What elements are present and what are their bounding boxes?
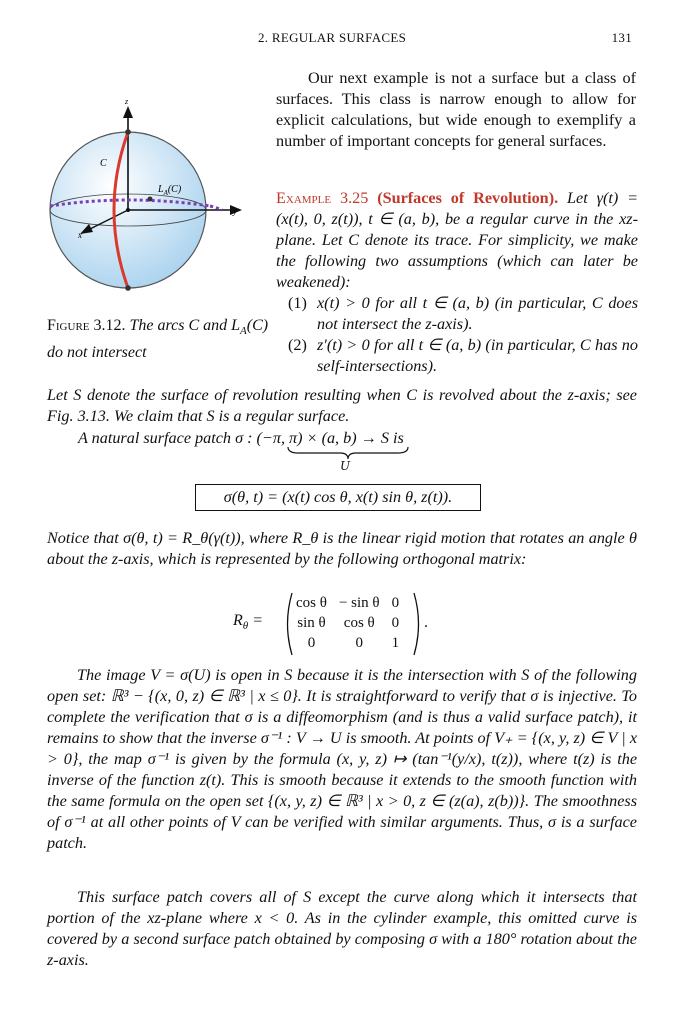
underbrace-label: U <box>340 459 351 473</box>
label-la: $L_A(C)$ <box>158 184 182 197</box>
paragraph-surface-definition: Let S denote the surface of revolution resulting when C is revolved about the z-axis; see Fig. 3.13. We claim that S is a regular surface. <box>47 386 637 425</box>
curve-c-top-point <box>125 129 131 135</box>
matrix-cell: 0 <box>391 594 400 611</box>
intro-paragraph: Our next example is not a surface but a class of surfaces. This class is narrow enough to allow for explicit calculations, but wide enough to exemplify a number of important concepts for general surfaces. <box>276 69 636 150</box>
matrix-row <box>290 633 405 653</box>
origin-point <box>126 208 130 212</box>
list-item: (2) z′(t) > 0 for all t ∈ (a, b) (in particular, C has no self-intersections). <box>288 336 638 375</box>
matrix-cell: − sin θ <box>338 594 380 611</box>
matrix-cell: 0 <box>307 634 316 651</box>
running-title: 2. REGULAR SURFACES <box>258 30 407 45</box>
right-paren <box>412 592 424 656</box>
paragraph-image-open: The image V = σ(U) is open in S because it is the intersection with S of the following open set: ℝ³ − {(x, 0, z) ∈ ℝ³ | x ≤ 0}. It is straightforward to verify that σ is injective. To complete the verification that σ is a diffeomorphism (and is thus a valid surface patch), it remains to show that the inverse σ⁻¹ : V → U is smooth. At points of V₊ = {(x, y, z) ∈ V | x > 0}, the map σ⁻¹ is given by the formula (x, y, z) ↦ (tan⁻¹(y/x), t(z)), where t(z) is the inverse of the function z(t). This is smooth because it extends to the smooth function with the same formula on the open set {(x, y, z) ∈ ℝ³ | x > 0, z ∈ (z(a), z(b))}. The smoothness of σ⁻¹ at all other points of V can be verified with similar arguments. Thus, σ is a surface patch. <box>47 666 637 852</box>
boxed-equation: σ(θ, t) = (x(t) cos θ, x(t) sin θ, z(t)). <box>195 484 481 511</box>
assumption-list <box>276 293 638 377</box>
label-c: C <box>100 158 107 169</box>
la-point <box>148 197 153 202</box>
matrix-table <box>290 593 405 653</box>
z-arrow-icon <box>123 106 133 118</box>
matrix-row <box>290 613 405 633</box>
matrix-trailing-dot: . <box>424 614 428 631</box>
underbrace <box>286 446 410 460</box>
example-body: Let γ(t) = (x(t), 0, z(t)), t ∈ (a, b), be a regular curve in the xz-plane. Let C denote its trace. For simplicity, we make the following two assumptions (which can later be weakened): <box>276 189 639 291</box>
label-x: x <box>78 230 82 240</box>
list-item: (1) x(t) > 0 for all t ∈ (a, b) (in particular, C does not intersect the z-axis). <box>288 294 638 333</box>
matrix-row <box>290 593 405 613</box>
example-3-25 <box>276 188 638 377</box>
figure-caption: Figure 3.12. The arcs C and $L_A(C)$ do not intersect <box>47 317 269 362</box>
label-y: y <box>233 206 237 216</box>
example-label: Example 3.25 <box>276 189 369 207</box>
sphere-diagram <box>40 98 272 310</box>
matrix-cell: 0 <box>355 634 364 651</box>
label-z: z <box>125 98 129 106</box>
matrix-cell: cos θ <box>343 614 375 631</box>
paragraph-natural-patch: A natural surface patch σ : (−π, π) × (a, b) → S is <box>78 429 404 447</box>
rotation-matrix <box>230 592 450 656</box>
example-title: (Surfaces of Revolution). <box>377 189 559 207</box>
matrix-cell: 1 <box>391 634 400 651</box>
figure-3-12 <box>40 98 272 310</box>
paragraph-rotation: Notice that σ(θ, t) = R_θ(γ(t)), where R_θ is the linear rigid motion that rotates an angle θ about the z-axis, which is represented by the following orthogonal matrix: <box>47 529 637 568</box>
running-header <box>0 30 694 50</box>
matrix-cell: sin θ <box>297 614 326 631</box>
page-number: 131 <box>611 30 632 45</box>
matrix-lhs: $R_\theta$ = <box>233 612 263 633</box>
paragraph-coverage: This surface patch covers all of S except the curve along which it intersects that portion of the xz-plane where x < 0. As in the cylinder example, this omitted curve is covered by a second surface patch obtained by composing σ with a 180° rotation about the z-axis. <box>47 888 637 969</box>
curve-c-bottom-point <box>125 285 131 291</box>
matrix-cell: 0 <box>391 614 400 631</box>
matrix-cell: cos θ <box>296 594 327 611</box>
